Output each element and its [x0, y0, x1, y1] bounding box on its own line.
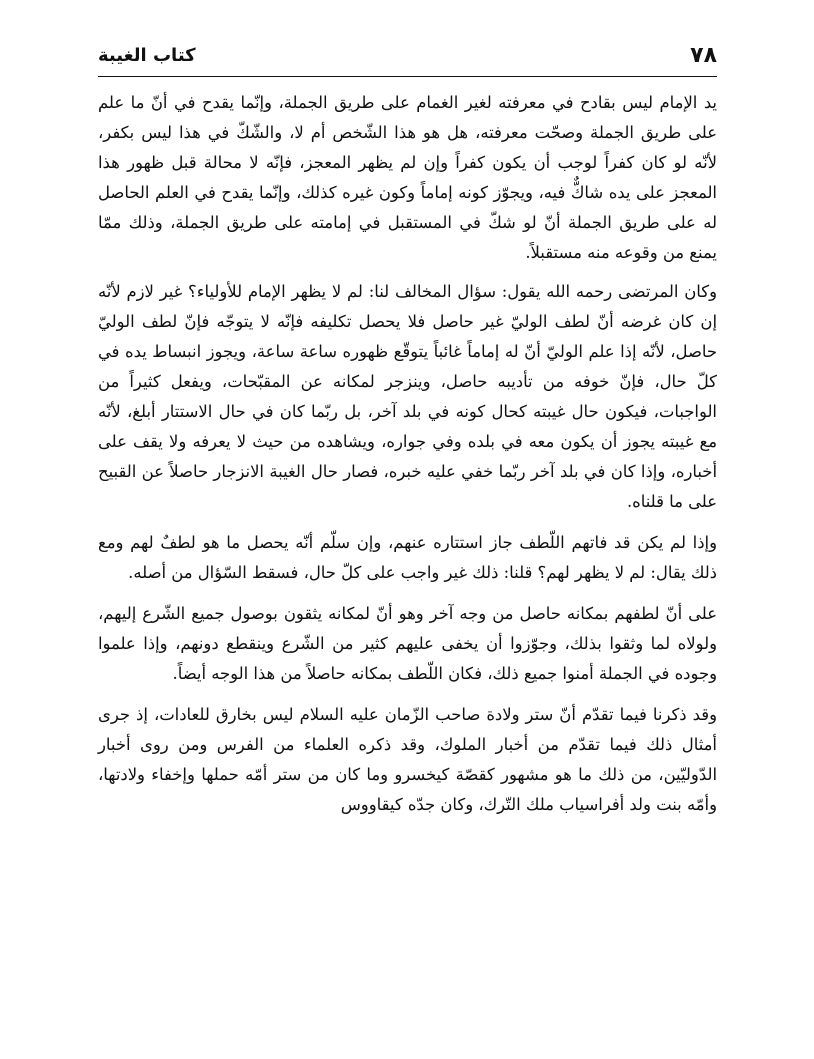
header-rule — [98, 76, 717, 77]
paragraph-3: وإذا لم يكن قد فاتهم اللّطف جاز استتاره عنهم، وإن سلّم أنّه يحصل ما هو لطفٌ لهم ومع ذلك يقال: لم لا يظهر لهم؟ قلنا: ذلك غير واجب على كلّ حال، فسقط السّؤال من أصله. — [98, 533, 717, 582]
page-number: ٧٨ — [690, 42, 717, 68]
paragraph-2: وكان المرتضى رحمه الله يقول: سؤال المخالف لنا: لم لا يظهر الإمام للأولياء؟ غير لازم لأنّه إن كان غرضه أنّ لطف الوليّ غير حاصل فلا يحصل تكليفه فإنّه لا يتوجّه فإنّ لطف الوليّ حاصل، لأنّه إذا علم الوليّ أنّ له إماماً غائباً يتوقّع ظهوره ساعة ساعة، ويجوز انبساط يده في كلّ حال، فإنّ خوفه من تأديبه حاصل، وينزجر لمكانه عن المقبّحات، ويفعل كثيراً من الواجبات، فيكون حال غيبته كحال كونه في بلد آخر، بل ربّما كان في حال الاستتار أبلغ، لأنّه مع غيبته يجوز أن يكون معه في بلده وفي جواره، ويشاهده من حيث لا يعرفه ولا يقف على أخباره، وإذا كان في بلد آخر ربّما خفي عليه خبره، فصار حال الغيبة الانزجار حاصلاً عن القبيح على ما قلناه. — [98, 282, 717, 511]
book-title: كتاب الغيبة — [98, 44, 196, 66]
paragraph-5: وقد ذكرنا فيما تقدّم أنّ ستر ولادة صاحب الزّمان عليه السلام ليس بخارق للعادات، إذ جرى أمثال ذلك فيما تقدّم من أخبار الملوك، وقد ذكره العلماء من الفرس ومن روى أخبار الدّوليّين، من ذلك ما هو مشهور كقصّة كيخسرو وما كان من ستر أمّه حملها وإخفاء ولادتها، وأمّه بنت ولد أفراسياب ملك التّرك، وكان جدّه كيقاووس — [98, 705, 717, 814]
page-body — [98, 88, 717, 820]
paragraph-4: على أنّ لطفهم بمكانه حاصل من وجه آخر وهو أنّ لمكانه يثقون بوصول جميع الشّرع إليهم، ولولاه لما وثقوا بذلك، وجوّزوا أن يخفى عليهم كثير من الشّرع وينقطع دونهم، وإذا علموا وجوده في الجملة أمنوا جميع ذلك، فكان اللّطف بمكانه حاصلاً من هذا الوجه أيضاً. — [98, 604, 717, 683]
paragraph-1: يد الإمام ليس بقادح في معرفته لغير الغمام على طريق الجملة، وإنّما يقدح في أنّ ما علم على طريق الجملة وصحّت معرفته، هل هو هذا الشّخص أم لا، والشّكّ في هذا ليس بكفر، لأنّه لو كان كفراً لوجب أن يكون كفراً وإن لم يظهر المعجز، فإنّه لا محالة قبل ظهور هذا المعجز على يده شاكٌّ فيه، ويجوّز كونه إماماً وكون غيره كذلك، وإنّما يقدح في العلم الحاصل له على طريق الجملة أنّ لو شكّ في المستقبل في إمامته على طريق الجملة، وذلك ممّا يمنع من وقوعه منه مستقبلاً. — [98, 93, 717, 262]
page-header — [98, 38, 717, 72]
